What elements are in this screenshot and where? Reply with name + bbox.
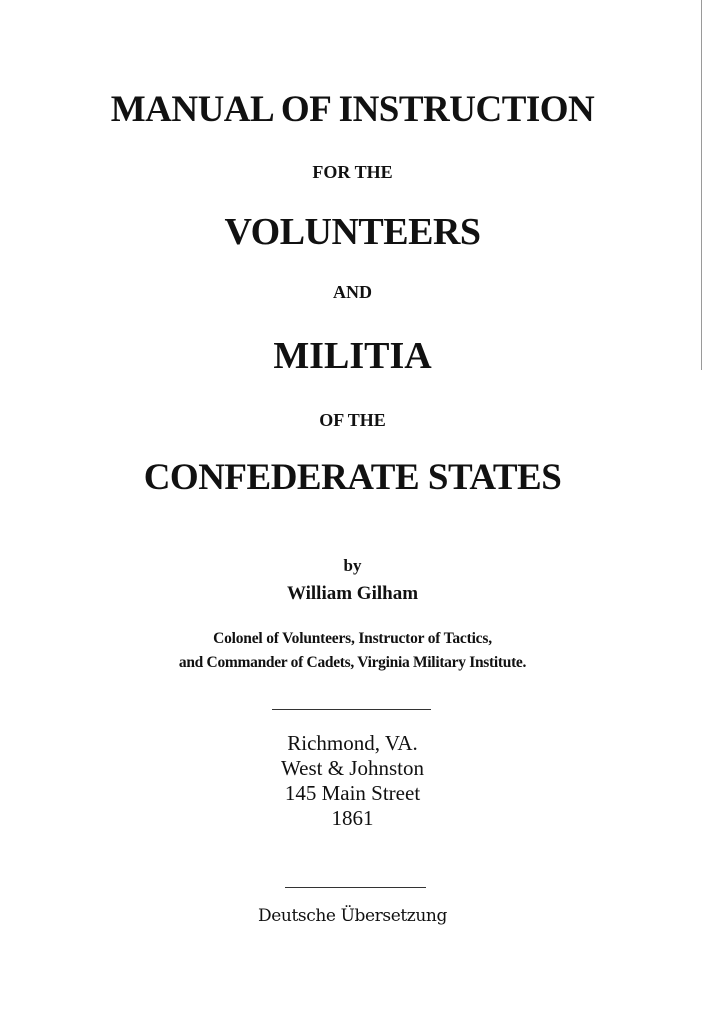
subtitle-and: AND xyxy=(333,282,372,302)
page-edge-line xyxy=(701,0,702,370)
main-title: MANUAL OF INSTRUCTION xyxy=(110,89,595,130)
imprint-address: 145 Main Street xyxy=(284,781,421,805)
author-credentials-line-1: Colonel of Volunteers, Instructor of Tactics, xyxy=(213,630,492,647)
author-name: William Gilham xyxy=(286,583,419,604)
byline-by: by xyxy=(343,556,362,575)
translation-note: Deutsche Übersetzung xyxy=(258,906,447,926)
subtitle-confederate-states: CONFEDERATE STATES xyxy=(143,457,562,498)
divider-rule-bottom xyxy=(285,887,426,888)
subtitle-volunteers: VOLUNTEERS xyxy=(224,211,481,253)
imprint-year: 1861 xyxy=(331,806,374,830)
divider-rule-top xyxy=(272,709,431,710)
subtitle-militia: MILITIA xyxy=(273,335,432,377)
imprint-publisher: West & Johnston xyxy=(281,756,424,780)
imprint-place: Richmond, VA. xyxy=(287,731,418,755)
subtitle-of-the: OF THE xyxy=(319,410,386,430)
author-credentials-line-2: and Commander of Cadets, Virginia Military Institute. xyxy=(178,654,527,671)
subtitle-for-the: FOR THE xyxy=(312,162,393,182)
